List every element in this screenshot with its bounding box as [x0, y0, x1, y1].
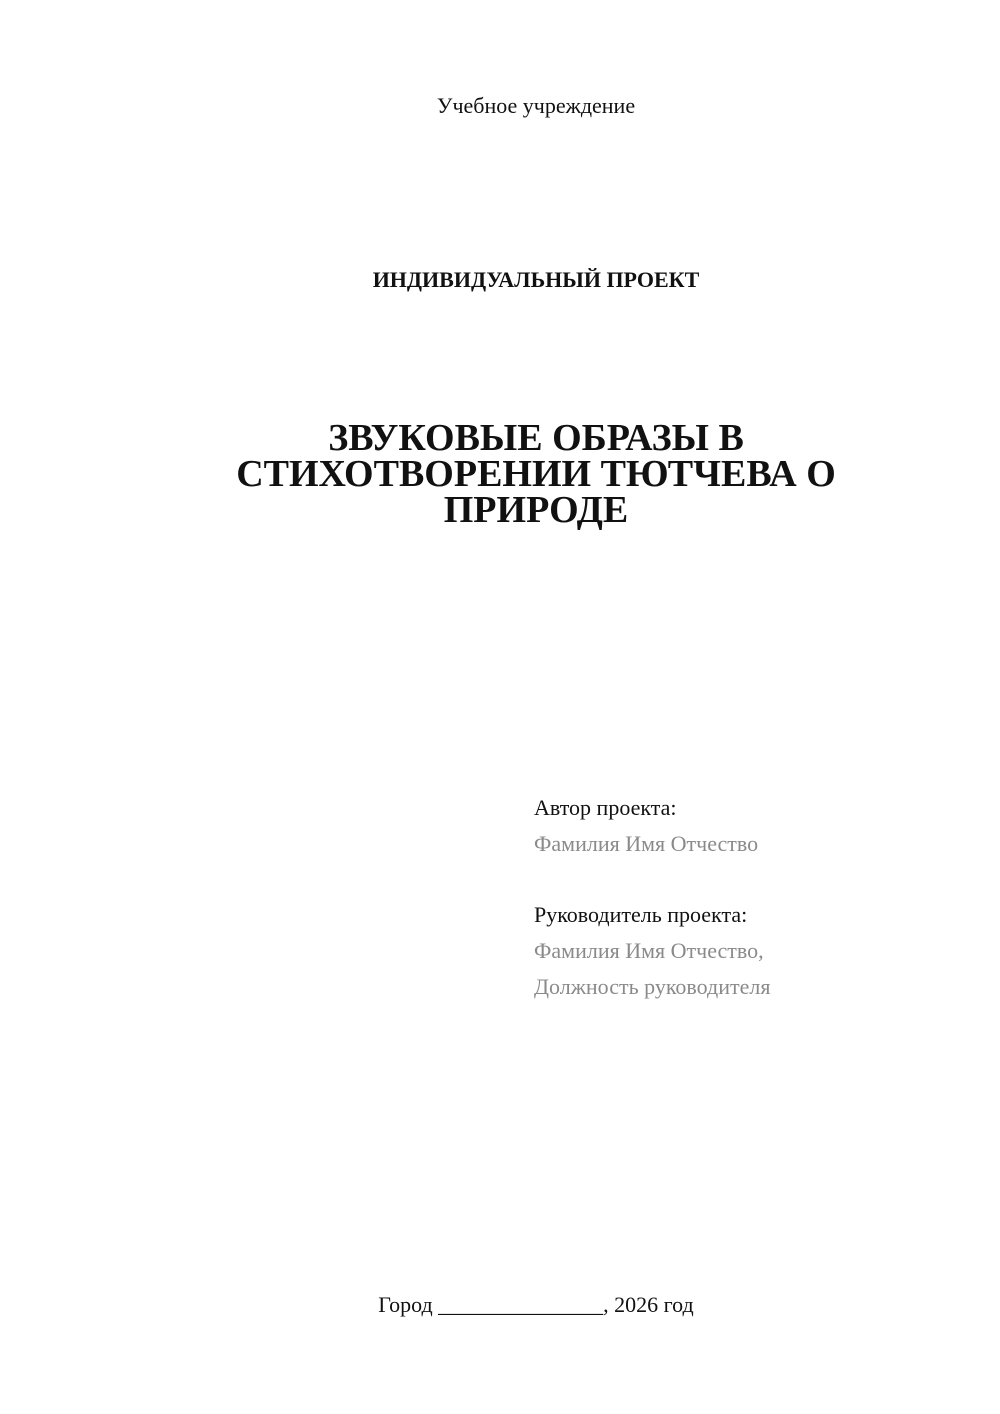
project-title-line: ПРИРОДЕ — [443, 489, 629, 531]
author-name: Фамилия Имя Отчество — [534, 831, 759, 856]
project-title — [200, 417, 872, 531]
supervisor-label: Руководитель проекта: — [534, 902, 748, 927]
author-label: Автор проекта: — [534, 795, 677, 820]
project-type-heading: ИНДИВИДУАЛЬНЫЙ ПРОЕКТ — [372, 267, 700, 292]
project-title-line: СТИХОТВОРЕНИИ ТЮТЧЕВА О — [236, 453, 836, 495]
institution-name: Учебное учреждение — [436, 93, 636, 118]
project-credits — [534, 790, 974, 1005]
project-title-line: ЗВУКОВЫЕ ОБРАЗЫ В — [328, 417, 744, 459]
city-year-footer: Город _______________, 2026 год — [378, 1292, 694, 1317]
credits-spacer — [534, 862, 974, 897]
supervisor-position: Должность руководителя — [534, 974, 771, 999]
supervisor-name: Фамилия Имя Отчество, — [534, 938, 764, 963]
